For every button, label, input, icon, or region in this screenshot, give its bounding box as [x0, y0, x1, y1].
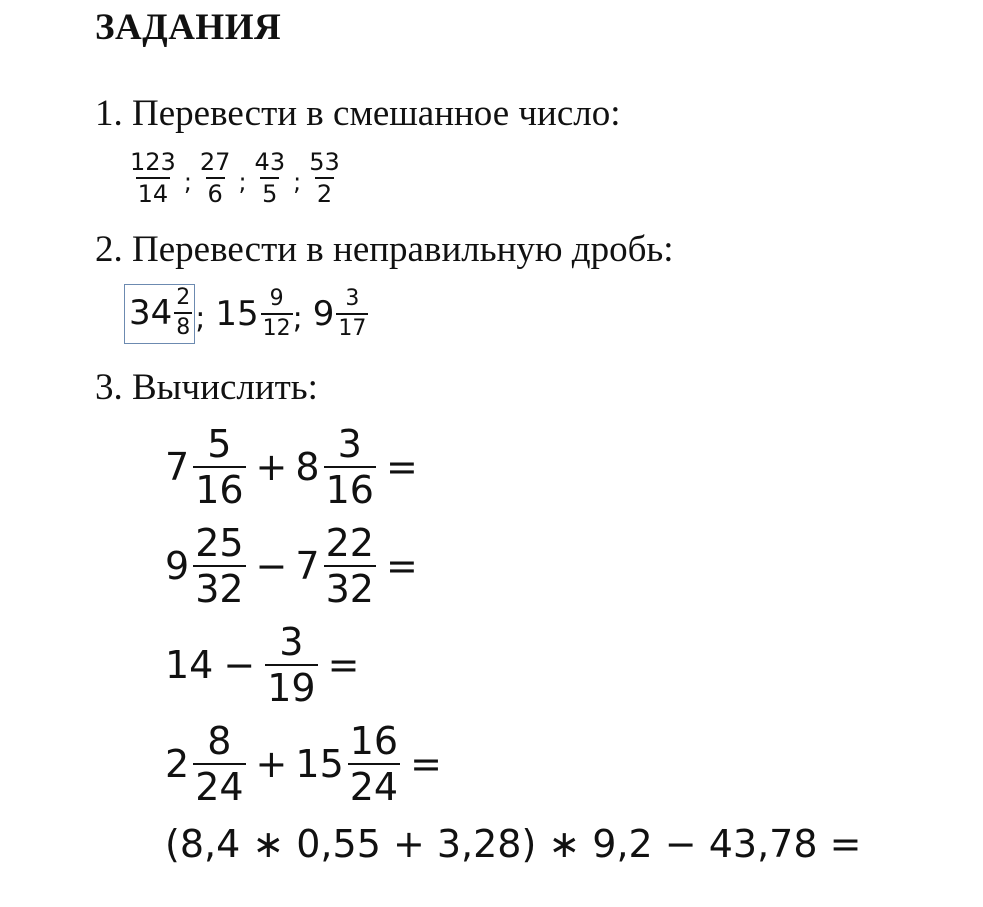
operator: −: [223, 643, 256, 687]
mixed-3-denominator: 17: [336, 313, 368, 340]
task-1-label: 1. Перевести в смешанное число:: [95, 93, 621, 134]
denominator: 24: [349, 765, 399, 809]
selected-mixed-number-box[interactable]: [124, 284, 195, 344]
expr-4-fraction-a: [193, 719, 245, 809]
fraction-3-denominator: 5: [260, 177, 279, 206]
equals-sign: =: [410, 742, 442, 786]
operator: −: [255, 544, 288, 588]
fraction-1: [128, 150, 178, 206]
numerator: 25: [195, 521, 244, 565]
expr-2-fraction-b: [324, 521, 376, 611]
fraction-3: [253, 150, 288, 206]
equals-sign: =: [327, 643, 360, 687]
task-2-mixed-numbers: [124, 284, 368, 344]
equals-sign: =: [385, 445, 418, 489]
expr-1-whole-a: 7: [165, 445, 190, 489]
denominator: 16: [325, 468, 374, 512]
expr-4-fraction-b: [348, 719, 400, 809]
numerator: 3: [337, 422, 362, 466]
expr-1-fraction-a: [193, 422, 245, 512]
fraction-4-denominator: 2: [315, 177, 334, 206]
operator: +: [255, 445, 288, 489]
expr-4-whole-a: 2: [165, 742, 190, 786]
separator: ;: [292, 300, 303, 336]
denominator: 16: [195, 468, 244, 512]
mixed-1-whole: 34: [129, 293, 173, 333]
numerator: 16: [349, 719, 399, 763]
fraction-4: [307, 150, 342, 206]
separator: ;: [293, 168, 302, 196]
numerator: 5: [207, 422, 232, 466]
fraction-4-numerator: 53: [309, 148, 340, 176]
operator: +: [255, 742, 288, 786]
mixed-1-numerator: 2: [176, 285, 191, 310]
separator: ;: [195, 300, 206, 336]
task-3-label: 3. Вычислить:: [95, 367, 318, 408]
mixed-1-fraction: [174, 287, 192, 339]
expr-2-whole-b: 7: [295, 544, 320, 588]
expression-4: [165, 719, 450, 809]
mixed-3-numerator: 3: [345, 286, 360, 311]
mixed-2-whole: 15: [215, 294, 259, 334]
task-1-fractions: [128, 150, 342, 206]
fraction-2: [198, 150, 233, 206]
denominator: 32: [195, 567, 244, 611]
expr-1-whole-b: 8: [295, 445, 320, 489]
expression-5: (8,4 ∗ 0,55 + 3,28) ∗ 9,2 − 43,78 =: [165, 822, 862, 866]
fraction-1-numerator: 123: [130, 148, 176, 176]
mixed-2-numerator: 9: [269, 286, 284, 311]
denominator: 24: [195, 765, 244, 809]
mixed-2-fraction: [261, 288, 293, 340]
expression-1: [165, 422, 426, 512]
expr-2-whole-a: 9: [165, 544, 190, 588]
expr-3-fraction-b: [265, 620, 317, 710]
numerator: 3: [279, 620, 304, 664]
separator: ;: [238, 168, 247, 196]
separator: ;: [183, 168, 192, 196]
fraction-1-denominator: 14: [136, 177, 171, 206]
denominator: 32: [325, 567, 374, 611]
fraction-3-numerator: 43: [254, 148, 286, 176]
fraction-2-denominator: 6: [206, 177, 225, 206]
expr-3-value-a: 14: [165, 643, 214, 687]
numerator: 22: [325, 521, 374, 565]
numerator: 8: [207, 719, 232, 763]
expr-2-fraction-a: [193, 521, 245, 611]
mixed-3-whole: 9: [312, 294, 335, 334]
denominator: 19: [267, 666, 316, 710]
page-title: ЗАДАНИЯ: [95, 7, 282, 48]
mixed-2-denominator: 12: [261, 313, 293, 340]
expression-3: [165, 620, 367, 710]
task-2-label: 2. Перевести в неправильную дробь:: [95, 229, 674, 270]
expr-1-fraction-b: [324, 422, 376, 512]
expr-4-whole-b: 15: [295, 742, 344, 786]
equals-sign: =: [385, 544, 418, 588]
fraction-2-numerator: 27: [199, 148, 231, 176]
mixed-3-fraction: [336, 288, 368, 340]
mixed-1-denominator: 8: [174, 312, 192, 339]
expression-2: [165, 521, 426, 611]
